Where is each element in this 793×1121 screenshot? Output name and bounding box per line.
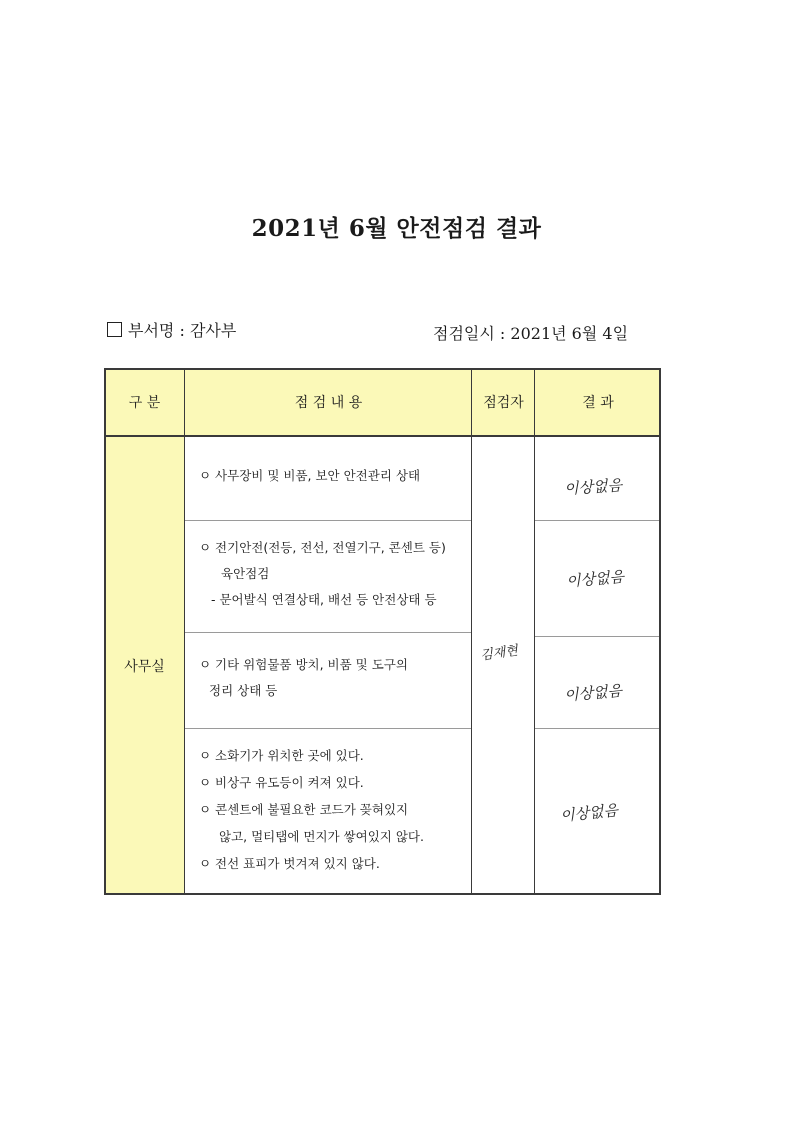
content-line: ㅇ 사무장비 및 비품, 보안 안전관리 상태 [199, 468, 421, 483]
content-line: ㅇ 전기안전(전등, 전선, 전열기구, 콘센트 등) [199, 540, 446, 555]
department-colon: : [179, 321, 185, 340]
department-line [107, 318, 236, 341]
inspection-date-label: 점검일시 [433, 324, 495, 343]
content-line: 정리 상태 등 [209, 683, 278, 698]
document-title: 2021년 6월 안전점검 결과 [251, 215, 542, 242]
result-row-divider [535, 636, 659, 637]
content-line: 육안점검 [221, 566, 270, 581]
content-row-divider [185, 632, 471, 633]
content-row-1 [185, 436, 472, 520]
header-separator [104, 435, 661, 437]
header-category-label: 구 분 [128, 395, 161, 411]
header-result [535, 368, 661, 436]
content-line: ㅇ 비상구 유도등이 켜져 있다. [199, 775, 364, 790]
department-value: 감사부 [189, 321, 237, 340]
result-row-divider [535, 728, 659, 729]
header-inspector-label: 점검자 [483, 395, 524, 411]
header-result-label: 결 과 [582, 395, 614, 411]
content-line: ㅇ 소화기가 위치한 곳에 있다. [199, 748, 364, 763]
content-row-3 [185, 632, 472, 728]
table-border-left [104, 368, 106, 895]
content-line: 않고, 멀티탭에 먼지가 쌓여있지 않다. [219, 829, 424, 844]
content-row-2 [185, 520, 472, 632]
category-label: 사무실 [124, 658, 165, 675]
result-signature: 이상없음 [565, 567, 625, 591]
inspection-date-line [433, 321, 628, 344]
result-signature: 이상없음 [559, 801, 619, 825]
result-row-divider [535, 520, 659, 521]
header-category [104, 368, 185, 436]
inspection-table [104, 368, 661, 895]
category-cell [104, 436, 185, 895]
table-border-top [104, 368, 661, 370]
content-line: ㅇ 기타 위험물품 방치, 비품 및 도구의 [199, 657, 408, 672]
checkbox-icon [107, 322, 122, 337]
content-line: ㅇ 전선 표피가 벗겨져 있지 않다. [199, 856, 380, 871]
result-signature: 이상없음 [563, 681, 623, 705]
content-line: - 문어발식 연결상태, 배선 등 안전상태 등 [211, 592, 437, 607]
header-content [185, 368, 472, 436]
table-border-bottom [104, 893, 661, 895]
inspection-date-value: 2021년 6월 4일 [510, 324, 629, 343]
department-label: 부서명 [128, 321, 175, 340]
header-inspector [472, 368, 535, 436]
inspection-date-colon: : [499, 324, 506, 343]
table-border-right [659, 368, 661, 895]
inspector-signature: 김재현 [479, 643, 519, 664]
header-content-label: 점 검 내 용 [294, 395, 363, 411]
content-row-divider [185, 520, 471, 521]
column-divider [471, 368, 472, 895]
content-row-4 [185, 728, 472, 895]
result-signature: 이상없음 [563, 475, 623, 498]
column-divider [534, 368, 535, 895]
content-line: ㅇ 콘센트에 불필요한 코드가 꽂혀있지 [199, 802, 409, 817]
content-row-divider [185, 728, 471, 729]
